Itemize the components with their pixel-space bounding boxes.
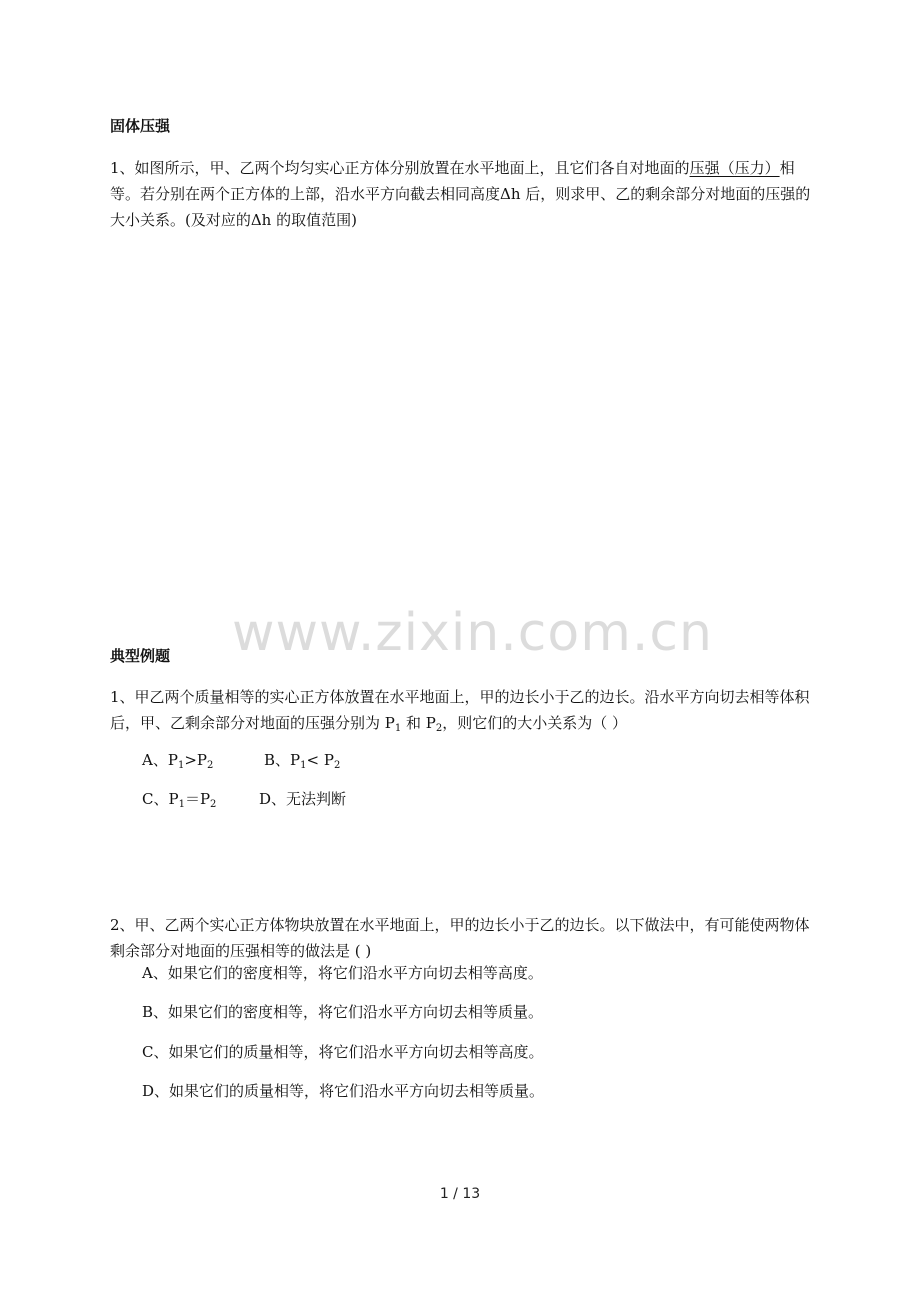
option-b-sub1: 1 xyxy=(300,760,307,771)
example-2-option-d: D、如果它们的质量相等，将它们沿水平方向切去相等质量。 xyxy=(142,1082,545,1100)
example-2-option-a: A、如果它们的密度相等，将它们沿水平方向切去相等高度。 xyxy=(142,964,543,982)
example-2-text: 2、甲、乙两个实心正方体物块放置在水平地面上，甲的边长小于乙的边长。以下做法中，有可能使两物体剩余部分对地面的压强相等的做法是 ( ) xyxy=(110,916,810,960)
option-b-sub2: 2 xyxy=(333,760,341,771)
question-1-underlined: 压强（压力） xyxy=(689,159,780,177)
section-title-examples: 典型例题 xyxy=(110,647,171,665)
option-a-mid: >P xyxy=(184,751,207,769)
question-1-text xyxy=(110,155,815,233)
example-1-sub-1: 1 xyxy=(394,723,402,734)
page-number: 1 / 13 xyxy=(439,1186,481,1202)
example-2-option-c: C、如果它们的质量相等，将它们沿水平方向切去相等高度。 xyxy=(142,1043,544,1061)
example-1-option-a xyxy=(142,749,213,771)
example-2-option-b: B、如果它们的密度相等，将它们沿水平方向切去相等质量。 xyxy=(142,1003,544,1021)
option-a-pre: A、P xyxy=(142,751,178,769)
example-1-option-d: D、无法判断 xyxy=(259,790,347,808)
example-1-text-b: 和 P xyxy=(401,714,436,732)
example-1-option-b xyxy=(264,749,340,771)
example-1-text xyxy=(110,684,815,736)
option-c-pre: C、P xyxy=(142,790,179,808)
question-1-text-b: 相等。若分别在两个正方体的上部，沿水平方向截去相同高度Δh 后，则求甲、乙的剩余部分对地面的压强的大小关系。(及对应的Δh 的取值范围) xyxy=(110,159,811,229)
option-b-mid: < P xyxy=(306,751,334,769)
example-1-text-c: ，则它们的大小关系为（ ） xyxy=(442,714,628,732)
option-c-mid: ＝P xyxy=(184,790,211,808)
example-1-option-c xyxy=(142,788,216,810)
section-title-solid-pressure: 固体压强 xyxy=(110,117,171,135)
option-a-sub2: 2 xyxy=(206,760,214,771)
option-b-pre: B、P xyxy=(264,751,301,769)
option-c-sub1: 1 xyxy=(178,799,185,810)
example-1-sub-2: 2 xyxy=(435,723,443,734)
example-1-text-a: 1、甲乙两个质量相等的实心正方体放置在水平地面上，甲的边长小于乙的边长。沿水平方向切去相等体积后，甲、乙剩余部分对地面的压强分别为 P xyxy=(110,688,810,732)
option-a-sub1: 1 xyxy=(177,760,185,771)
option-c-sub2: 2 xyxy=(210,799,217,810)
question-1-text-a: 1、如图所示，甲、乙两个均匀实心正方体分别放置在水平地面上，且它们各自对地面的 xyxy=(110,159,690,177)
watermark: www.zixin.com.cn xyxy=(232,603,713,663)
